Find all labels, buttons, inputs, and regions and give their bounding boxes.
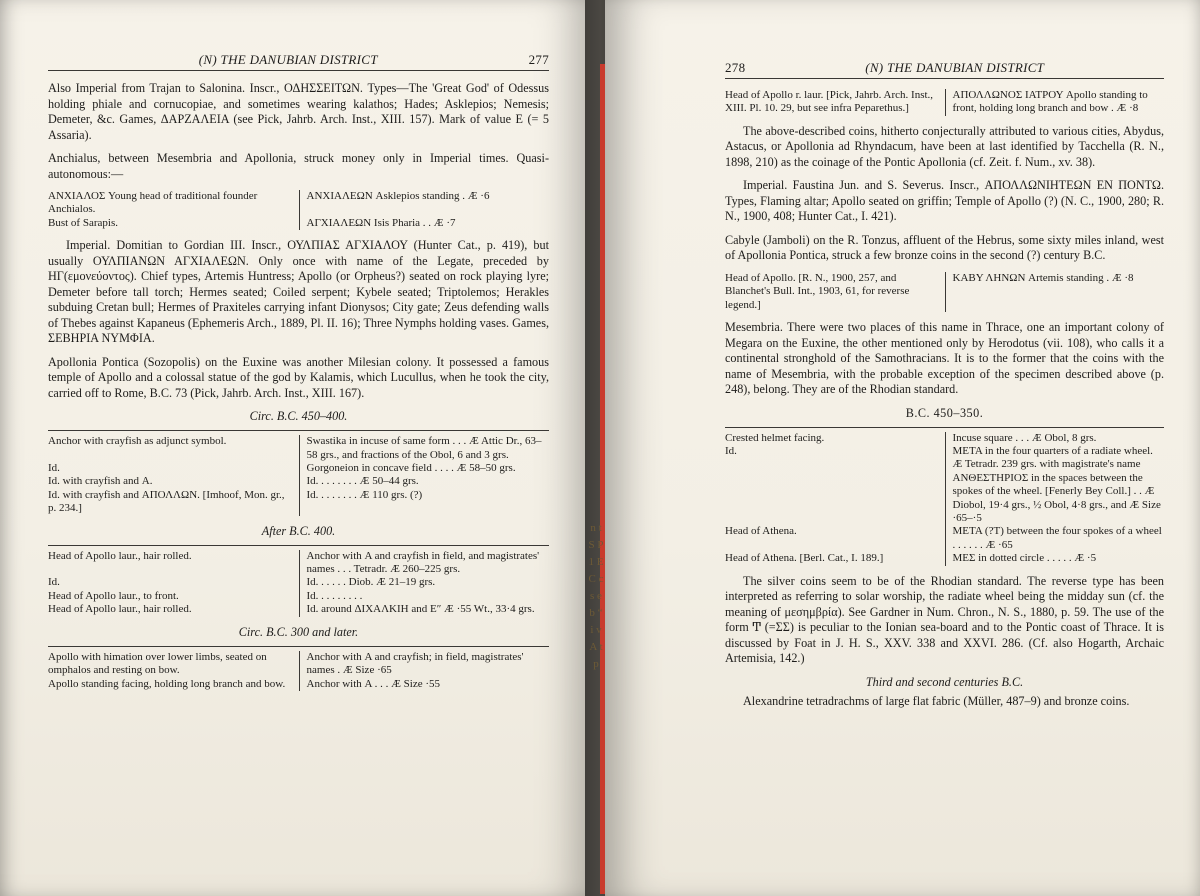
- page-heading: (N) THE DANUBIAN DISTRICT: [865, 60, 1045, 75]
- reverse-cell: Anchor with Α and crayfish in field, and magistrates' names . . . Tetradr. Æ 260–225 grs.: [299, 550, 550, 577]
- obverse-cell: ΑΝΧΙΑΛΟΣ Young head of traditional founder Anchialos.: [48, 190, 258, 216]
- paragraph-anchialus-imperial: Imperial. Domitian to Gordian III. Inscr., ΟΥΛΠΙΑΣ ΑΓΧΙΑΛΟΥ (Hunter Cat., p. 419), but usually ΟΥΛΠΙΑΝΩΝ ΑΓΧΙΑΛΕΩΝ. Only once with name of the Legate, preceded by ΗΓ(εμονεύοντος). Chief types, Artemis Huntress; Apollo (or Orpheus?) seated on rock playing lyre; Demeter before tall torch; Hermes seated; Coiled serpent; Kybele seated; Triptolemos; Herakles subduing Cretan bull; Hermes of Praxiteles carrying infant Dionysos; City gate; Zeus defending walls of Thebes against Kapaneus (Ephemeris Arch., 1889, Pl. II. 16); Three Nymphs holding vases. Games, ΣΕΒΗΡΙΑ ΝΥΜΦΙΑ.: [48, 238, 549, 346]
- reverse-cell: Id. around ΔΙΧΑΛΚΙΗ and Ε″ Æ ·55 Wt., 33·4 grs.: [299, 603, 550, 616]
- page-right: [605, 0, 1200, 896]
- coin-table-mesembria: [725, 432, 1164, 566]
- obverse-cell: Crested helmet facing.: [725, 431, 825, 444]
- obverse-cell: Head of Apollo laur., hair rolled.: [48, 549, 192, 562]
- coin-table-anchialus: [48, 190, 549, 230]
- running-head-left: [48, 52, 549, 71]
- paragraph-anchialus: Anchialus, between Mesembria and Apollonia, struck money only in Imperial times. Quasi-autonomous:—: [48, 151, 549, 181]
- obverse-cell: Apollo with himation over lower limbs, seated on omphalos and resting on bow.: [48, 650, 267, 677]
- obverse-cell: Apollo standing facing, holding long branch and bow.: [48, 677, 286, 690]
- section-heading: B.C. 450–350.: [905, 405, 984, 420]
- section-heading: After B.C. 400.: [261, 523, 336, 538]
- reverse-cell: Anchor with Α and crayfish; in field, magistrates' names . Æ Size ·65: [299, 651, 550, 678]
- reverse-cell: ΜΕΤΑ (?Τ) between the four spokes of a wheel . . . . . . Æ ·65: [945, 525, 1165, 552]
- page-left: [0, 0, 585, 896]
- paragraph-odessus: Also Imperial from Trajan to Salonina. Inscr., ΟΔΗΣΣΕΙΤΩΝ. Types—The 'Great God' of Odessus holding phiale and cornucopiae, and sometimes wearing kalathos; Hades; Asklepios; Nemesis; Demeter, &c. Games, ΔΑΡΖΑΛΕΙΑ (see Pick, Jahrb. Arch. Inst., XIII. 157). Mark of value Ε (= 5 Assaria).: [48, 81, 549, 142]
- reverse-cell: Incuse square . . . Æ Obol, 8 grs.: [945, 432, 1165, 445]
- coin-table-apollo-iatros: [725, 89, 1164, 116]
- reverse-cell: ΑΠΟΛΛΩΝΟΣ ΙΑΤΡΟΥ Apollo standing to front, holding long branch and bow . Æ ·8: [945, 89, 1165, 116]
- obverse-cell: Id.: [48, 576, 60, 589]
- reverse-cell: ΑΓΧΙΑΛΕΩΝ Isis Pharia . . Æ ·7: [299, 217, 550, 230]
- paragraph-silver-coins: The silver coins seem to be of the Rhodian standard. The reverse type has been interpreted as referring to solar worship, the radiate wheel being the midday sun (cf. the meaning of μεσημβρία). See Gardner in Num. Chron., N. S., 1880, p. 59. The use of the form Ͳ (=ΣΣ) is peculiar to the Ionian sea-board and to the Pontic coast of Thrace. It is discussed by Foat in J. H. S., XXV. 338 and XXVI. 286. (Cf. also Hogarth, Archaic Artemisia, 142.): [725, 573, 1164, 666]
- paragraph-mesembria: Mesembria. There were two places of this name in Thrace, one an important colony of Megara on the Euxine, the other mentioned only by Herodotus (vii. 108), who calls it a continental stronghold of the Samothracians. It is to the former that the coins with the name of Mesembria, with the probable exception of the specimen described above (p. 248), belong. They are of the Rhodian standard.: [725, 320, 1164, 397]
- obverse-cell: Head of Apollo. [R. N., 1900, 257, and Blanchet's Bull. Int., 1903, 61, for reverse legend.]: [725, 271, 910, 311]
- obverse-cell: Id. with crayfish and ΑΠΟΛΛΩΝ. [Imhoof, Mon. gr., p. 234.]: [48, 488, 285, 515]
- obverse-cell: Id.: [725, 444, 737, 457]
- paragraph-alexandrine: Alexandrine tetradrachms of large flat fabric (Müller, 487–9) and bronze coins.: [743, 693, 1130, 708]
- obverse-cell: Id.: [48, 462, 60, 475]
- section-heading: Circ. B.C. 300 and later.: [238, 624, 359, 639]
- reverse-cell: Id. . . . . . . . Æ 110 grs. (?): [299, 489, 550, 516]
- paragraph-cabyle: Cabyle (Jamboli) on the R. Tonzus, affluent of the Hebrus, some sixty miles inland, west of Apollonia Pontica, struck a few bronze coins in the second (?) century B.C.: [725, 232, 1164, 263]
- paragraph-apollonia: Apollonia Pontica (Sozopolis) on the Euxine was another Milesian colony. It possessed a famous temple of Apollo and a colossal statue of the god by Kalamis, which Lucullus, when he took the city, carried off to Rome, B.C. 73 (Pick, Jahrb. Arch. Inst., XIII. 167).: [48, 354, 549, 400]
- section-heading: Circ. B.C. 450–400.: [249, 409, 348, 424]
- reverse-cell: Id. . . . . . . . Æ 50–44 grs.: [299, 475, 550, 488]
- obverse-cell: Head of Apollo laur., hair rolled.: [48, 603, 192, 616]
- obverse-cell: Bust of Sarapis.: [48, 216, 118, 229]
- reverse-cell: Swastika in incuse of same form . . . Æ Attic Dr., 63–58 grs., and fractions of the Obol, 6 and 3 grs.: [299, 435, 550, 462]
- reverse-cell: Anchor with Α . . . Æ Size ·55: [299, 678, 550, 691]
- rule: [48, 430, 549, 431]
- bleed-through-letters: n t S P 1 E C c s e b “ i v A t p: [588, 522, 604, 670]
- obverse-cell: Head of Apollo laur., to front.: [48, 589, 179, 602]
- reverse-cell: ΜΕΣ in dotted circle . . . . . Æ ·5: [945, 552, 1165, 565]
- rule: [48, 646, 549, 647]
- coin-table-300: [48, 651, 549, 691]
- obverse-cell: Head of Athena.: [725, 525, 797, 538]
- coin-table-cabyle: [725, 272, 1164, 312]
- obverse-cell: Head of Athena. [Berl. Cat., I. 189.]: [725, 552, 884, 565]
- reverse-cell: Gorgoneion in concave field . . . . Æ 58–50 grs.: [299, 462, 550, 475]
- reverse-cell: ΚΑΒΥ ΛΗΝΩΝ Artemis standing . Æ ·8: [945, 272, 1165, 312]
- reverse-cell: ΜΕΤΑ in the four quarters of a radiate wheel. Æ Tetradr. 239 grs. with magistrate's name ΑΝΘΕΣΤΗΡΙΟΣ in the spaces between the spokes of the wheel. [Fenerly Bey Coll.] . . Æ Diobol, 19·4 grs., ½ Obol, 4·8 grs., and Æ Size ·65–·5: [945, 445, 1165, 525]
- reverse-cell: ΑΝΧΙΑΛΕΩΝ Asklepios standing . Æ ·6: [299, 190, 550, 217]
- coin-table-450: [48, 435, 549, 515]
- paragraph-attribution: The above-described coins, hitherto conjecturally attributed to various cities, Abydus, Astacus, or Apollonia ad Rhyndacum, have been at last identified by Tacchella (R. N., 1898, 210) as the coinage of the Pontic Apollonia (cf. Zeit. f. Num., xv. 38).: [725, 123, 1164, 169]
- coin-table-400: [48, 550, 549, 617]
- obverse-cell: Anchor with crayfish as adjunct symbol.: [48, 435, 227, 448]
- reverse-cell: Id. . . . . . Diob. Æ 21–19 grs.: [299, 576, 550, 589]
- running-head-right: [725, 60, 1164, 79]
- reverse-cell: Id. . . . . . . . .: [299, 590, 550, 603]
- obverse-cell: Id. with crayfish and Α.: [48, 475, 153, 488]
- obverse-cell: Head of Apollo r. laur. [Pick, Jahrb. Arch. Inst., XIII. Pl. 10. 29, but see infra Peparethus.]: [725, 89, 934, 115]
- paragraph-apollonia-imperial: Imperial. Faustina Jun. and S. Severus. Inscr., ΑΠΟΛΛΩΝΙΗΤΕΩΝ ΕΝ ΠΟΝΤΩ. Types, Flaming altar; Apollo seated on griffin; Temple of Apollo (?) (N. C., 1900, 280; R. N., 1900, 408; Hunter Cat., I. 421).: [725, 178, 1164, 224]
- rule: [48, 545, 549, 546]
- page-number: 277: [528, 52, 549, 67]
- rule: [725, 427, 1164, 428]
- page-number: 278: [725, 60, 746, 75]
- section-heading: Third and second centuries B.C.: [865, 674, 1024, 689]
- page-heading: (N) THE DANUBIAN DISTRICT: [198, 52, 378, 67]
